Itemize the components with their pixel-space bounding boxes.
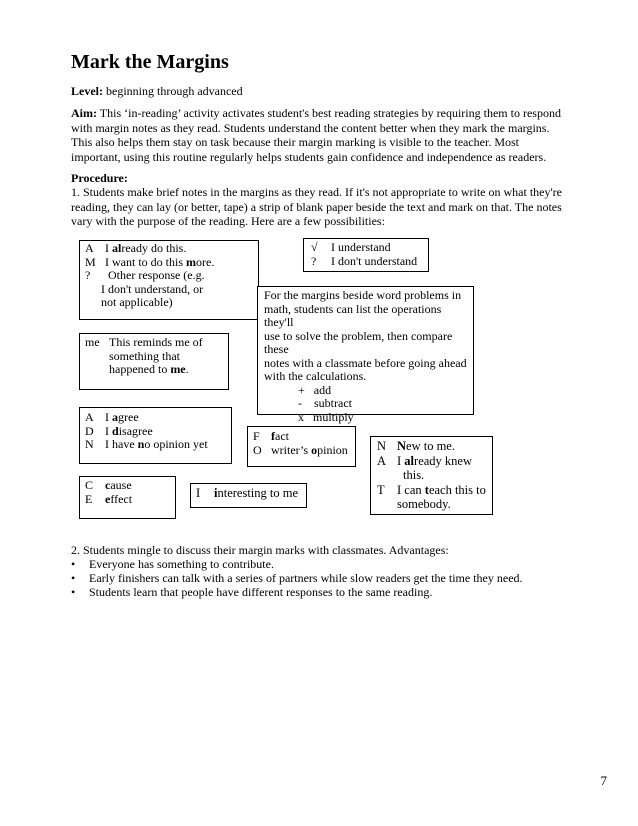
text: this. [403, 468, 425, 482]
aim-label: Aim: [71, 106, 97, 120]
procedure-heading [71, 171, 571, 186]
page-title: Mark the Margins [71, 51, 229, 73]
step1-paragraph: 1. Students make brief notes in the margins as they read. If it's not appropriate to write on what they're reading, they can lay (or better, tape) a strip of blank paper beside the text and mark on that. The notes vary with the purpose of the reading. Here are a few possibilities: [71, 185, 562, 228]
op-subtract: - subtract [298, 396, 352, 410]
key-f: F [253, 429, 260, 443]
text: I have [105, 437, 138, 451]
aim-text: This ‘in-reading’ activity activates student's best reading strategies by requiring them to respond with margin notes as they read. Students understand the content better when they mark the margins. This also helps them stay on task because their margin marking is visible to the teacher. Most important, using this routine regularly helps students gain confidence and independence as readers. [71, 106, 561, 164]
text: I understand [331, 240, 391, 254]
bold-letters: a [112, 410, 118, 424]
text: nteresting to me [217, 486, 299, 500]
box-understand [303, 238, 429, 272]
level-text: beginning through advanced [106, 84, 243, 98]
text: notes with a classmate before going ahead [264, 355, 467, 370]
bold-letters: al [112, 241, 122, 255]
text: Students learn that people have different responses to the same reading. [89, 585, 433, 599]
key-m: M [85, 254, 96, 269]
bullet-icon: • [71, 585, 76, 599]
bold-letters: e [105, 491, 111, 506]
procedure-label: Procedure: [71, 171, 128, 185]
list-item [71, 571, 523, 586]
bold-letters: al [404, 453, 415, 468]
text: each this to [428, 482, 486, 497]
text: pinion [317, 442, 348, 457]
text: ffect [110, 491, 133, 506]
op-multiply: x multiply [298, 409, 354, 424]
text: writer’s [271, 442, 312, 457]
box-reminds-me [79, 333, 229, 390]
bold-letters: me [170, 362, 186, 376]
text: ause [110, 478, 132, 492]
box-new-already-teach [370, 436, 493, 515]
key-a: A [85, 241, 94, 255]
bold-letters: N [397, 439, 407, 453]
step2-paragraph: 2. Students mingle to discuss their margin marks with classmates. Advantages: [71, 543, 449, 557]
text: I [105, 241, 112, 255]
box-already-more [79, 240, 259, 320]
text: o opinion yet [144, 437, 208, 451]
key-e: E [85, 491, 93, 506]
key-me: me [85, 335, 100, 349]
key-question: ? [311, 253, 317, 268]
key-a: A [377, 453, 387, 468]
text: Early finishers can talk with a series of partners while slow readers get the time they need. [89, 571, 523, 585]
text: with the calculations. [264, 369, 367, 383]
box-agree-disagree [79, 407, 232, 464]
op-add: + add [298, 382, 332, 397]
level-label: Level: [71, 84, 103, 98]
text: isagree [118, 423, 153, 438]
text: math, students can list the operations they'll [264, 301, 442, 329]
box-cause-effect [79, 476, 176, 519]
text: I can [397, 482, 425, 497]
page-number: 7 [600, 773, 607, 788]
text: I don't understand [331, 253, 418, 268]
list-item [71, 585, 432, 600]
key-a: A [85, 410, 94, 424]
bold-letters: n [137, 437, 145, 451]
box-fact-opinion [247, 426, 356, 467]
text: I [397, 453, 405, 468]
text: not applicable) [101, 295, 173, 309]
text: ready knew [414, 453, 472, 468]
key-i: I [196, 486, 201, 500]
key-t: T [377, 482, 385, 497]
level-line [71, 84, 571, 99]
text: gree [118, 410, 139, 424]
text: . [185, 362, 189, 376]
key-c: C [85, 478, 94, 492]
text: This reminds me of [109, 335, 203, 349]
bold-letters: o [311, 442, 318, 457]
text: I don't understand, or [101, 281, 204, 296]
text: act [275, 429, 289, 443]
key-question: ? [85, 268, 91, 282]
bullet-icon: • [71, 557, 76, 571]
bold-letters: t [424, 482, 429, 497]
text: something that [109, 348, 180, 363]
box-interesting [190, 483, 307, 508]
key-d: D [85, 423, 94, 438]
text: For the margins beside word problems in [264, 288, 462, 302]
text: I want to do this [105, 254, 186, 269]
text: happened to [109, 362, 171, 376]
bold-letters: c [105, 478, 111, 492]
text: somebody. [397, 497, 451, 511]
text: Other response (e.g. [108, 268, 205, 282]
check-icon: √ [311, 240, 318, 254]
text: Everyone has something to contribute. [89, 557, 274, 571]
key-n: N [377, 439, 387, 453]
text: I [105, 410, 112, 424]
text: use to solve the problem, then compare these [264, 328, 453, 356]
list-item [71, 557, 274, 572]
bold-letters: i [214, 486, 218, 500]
key-o: O [253, 442, 262, 457]
text: ready do this. [121, 241, 187, 255]
text: ore. [196, 254, 215, 269]
text: ew to me. [406, 439, 455, 453]
bold-letters: f [271, 429, 275, 443]
bold-letters: d [112, 423, 119, 438]
bold-letters: m [186, 254, 196, 269]
aim-paragraph [71, 106, 571, 164]
text: I [105, 423, 112, 438]
key-n: N [85, 437, 94, 451]
bullet-icon: • [71, 571, 76, 585]
box-math-operations [257, 286, 474, 424]
